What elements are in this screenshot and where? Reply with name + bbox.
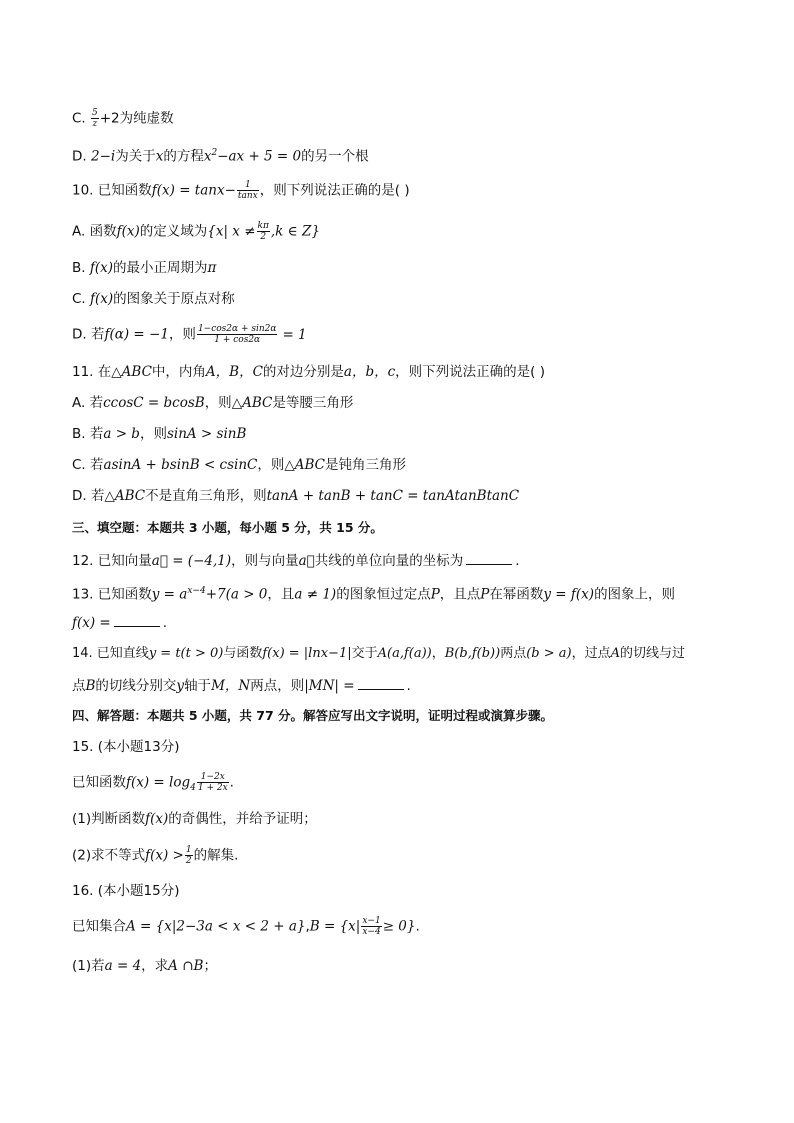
math-expr: B = {x| (309, 918, 361, 935)
question-15-part-1 (72, 809, 317, 829)
math-expr: A，B，C (205, 364, 263, 380)
math-expr: y = t(t > 0) (148, 646, 224, 661)
question-13 (72, 581, 675, 605)
option-text: D. 若 (72, 326, 105, 343)
fraction (237, 180, 259, 201)
q11-option-d (72, 486, 519, 506)
math-expr: x (155, 148, 164, 165)
math-expr: asinA + bsinB < csinC (103, 457, 258, 473)
math-expr: △ABC (284, 457, 326, 473)
math-expr: a ≠ 1) (294, 586, 337, 603)
question-text: . (415, 918, 420, 935)
question-text: (1)判断函数 (72, 811, 146, 827)
math-expr: A ∩B (168, 958, 204, 974)
option-text: 不是直角三角形，则 (145, 488, 267, 504)
option-text: D. 若 (72, 488, 105, 504)
question-text: 两点，则 (250, 678, 305, 694)
question-text: 的解集. (193, 847, 239, 864)
question-text: 的奇偶性，并给予证明； (168, 811, 317, 827)
fraction-denominator: 1 + cos2α (214, 335, 261, 345)
math-expr: tanA + tanB + tanC = tanAtanBtanC (266, 488, 520, 504)
option-c-pure-imaginary (72, 108, 174, 129)
section-heading-solutions: 四、解答题：本题共 5 小题，共 77 分。解答应写出文字说明，证明过程或演算步骤。 (72, 708, 554, 723)
fraction-denominator: z (92, 119, 98, 129)
fraction-numerator: 1−cos2α + sin2α (197, 324, 277, 334)
question-14-line-2 (72, 675, 411, 696)
math-expr: = 1 (282, 326, 307, 343)
question-13-answer-line (72, 612, 167, 633)
option-text: A. 函数 (72, 223, 117, 240)
question-text: ，则下列说法正确的是( ) (259, 182, 410, 199)
question-text: 14. 已知直线 (72, 646, 149, 661)
math-expr: f(x) > (145, 847, 184, 864)
math-expr: sinA > sinB (166, 426, 247, 442)
q10-option-b (72, 258, 216, 278)
question-text: 已知集合 (72, 918, 126, 935)
option-text: 的定义域为 (139, 223, 208, 240)
fraction-numerator: 1 (237, 180, 259, 191)
math-expr: A = {x|2−3a < x < 2 + a} (126, 918, 306, 935)
math-expr: y = f(x) (543, 586, 595, 603)
question-text: 12. 已知向量 (72, 553, 152, 569)
text: 为关于 (115, 148, 156, 165)
q10-option-a (72, 221, 320, 242)
fraction-numerator: 5 (92, 108, 98, 118)
math-expr: a，b，c (343, 364, 396, 380)
fraction-denominator: 2 (185, 856, 192, 866)
math-expr: △ABC (104, 488, 146, 504)
answer-blank[interactable] (114, 612, 160, 627)
option-text: C. 若 (72, 457, 104, 473)
option-label: C. (72, 291, 91, 307)
option-label: B. (72, 260, 90, 276)
question-text: ，过点 (571, 646, 611, 661)
question-15-part-2 (72, 845, 238, 866)
math-expr: π (207, 260, 217, 276)
question-text: ，则与向量 (231, 553, 299, 569)
option-text: ，则 (139, 426, 167, 442)
math-expr: ,k ∈ Z} (270, 223, 320, 240)
question-text: ，则下列说法正确的是( ) (395, 364, 545, 380)
question-text: 10. 已知函数 (72, 182, 152, 199)
question-text: 的切线与过 (619, 646, 685, 661)
question-text: ； (203, 958, 217, 974)
option-text: 是钝角三角形 (325, 457, 407, 473)
option-label: C. (72, 110, 91, 127)
question-text: ，求 (141, 958, 169, 974)
question-15-header: 15. (本小题13分) (72, 739, 180, 755)
question-text: 的对边分别是 (262, 364, 344, 380)
question-text: 中，内角 (151, 364, 206, 380)
question-text: 与函数 (223, 646, 263, 661)
math-expr: f(x) (89, 260, 114, 276)
question-text: 的图象上，则 (594, 586, 676, 603)
q11-option-c (72, 455, 406, 475)
math-expr: |MN| = (304, 678, 355, 694)
math-expr: A (610, 646, 620, 661)
math-expr: a⃗ = (−4,1) (151, 553, 232, 569)
option-text: A. 若 (72, 395, 104, 411)
math-expr: ≥ 0} (382, 918, 416, 935)
question-15-statement (72, 772, 234, 798)
fraction-numerator: x−1 (362, 916, 381, 926)
math-expr: f(x) = (72, 615, 111, 631)
math-expr: (b > a) (526, 646, 572, 661)
question-text: 轴于 (184, 678, 212, 694)
q11-option-b (72, 424, 246, 444)
question-text: 点 (72, 678, 86, 694)
question-text: 13. 已知函数 (72, 586, 152, 603)
math-expr: a = 4 (104, 958, 142, 974)
q10-option-c (72, 289, 235, 309)
fraction (361, 916, 381, 937)
fraction-denominator: x−4 (362, 927, 381, 937)
question-text: 交于 (351, 646, 378, 661)
math-expr: a⃗ (298, 553, 315, 569)
question-text: . (162, 615, 168, 631)
math-expr: △ABC (231, 395, 273, 411)
math-expr: y = a (151, 586, 188, 603)
math-expr: f(α) = −1 (104, 326, 169, 343)
math-expr: f(x) (145, 811, 169, 827)
question-text: 的图象恒过定点 (336, 586, 431, 603)
fraction (185, 845, 193, 866)
math-expr: P (430, 586, 440, 603)
math-expr: {x| x ≠ (207, 223, 256, 240)
question-text: ， (431, 646, 445, 661)
math-expr: y (176, 678, 185, 694)
option-text: B. 若 (72, 426, 104, 442)
question-text: 的切线分别交 (95, 678, 177, 694)
question-text: . (406, 678, 411, 694)
math-expr: f(x) = tanx− (151, 182, 236, 199)
fraction-denominator: 2 (260, 232, 267, 242)
question-text: . (229, 774, 234, 791)
option-text: 的最小正周期为 (113, 260, 208, 276)
math-expr: −ax + 5 = 0 (217, 148, 302, 165)
math-expr: x (203, 148, 212, 165)
question-16-header: 16. (本小题15分) (72, 883, 180, 899)
math-expr: ccosC = bcosB (103, 395, 205, 411)
fraction (197, 772, 229, 793)
question-text: (1)若 (72, 958, 105, 974)
math-expr: △ABC (111, 364, 152, 380)
q11-option-a (72, 393, 353, 413)
fraction-denominator: tanx (237, 191, 258, 201)
option-text: +2为纯虚数 (99, 110, 174, 127)
section-heading-fill-in: 三、填空题：本题共 3 小题，每小题 5 分，共 15 分。 (72, 520, 383, 535)
superscript: 2 (211, 148, 218, 158)
question-text: ，且点 (439, 586, 481, 603)
math-expr: P (480, 586, 490, 603)
superscript: x−4 (187, 586, 206, 596)
math-expr: B (85, 678, 96, 694)
option-text: ，则 (168, 326, 196, 343)
question-16-part-1 (72, 956, 217, 976)
question-text: 在幂函数 (489, 586, 544, 603)
question-16-statement (72, 916, 420, 937)
fraction-numerator: 1 (185, 845, 192, 855)
question-text: (2)求不等式 (72, 847, 146, 864)
question-12 (72, 550, 520, 571)
option-d-root (72, 143, 369, 167)
math-expr: f(x) (90, 291, 114, 307)
fraction-denominator: 1 + 2x (197, 783, 228, 793)
question-text: 已知函数 (72, 774, 126, 791)
q10-option-d (72, 324, 307, 345)
option-text: ，则 (204, 395, 232, 411)
option-text: ，则 (257, 457, 285, 473)
question-text: 共线的单位向量的坐标为 (314, 553, 464, 569)
math-expr: f(x) = log (126, 774, 191, 791)
option-text: 的图象关于原点对称 (113, 291, 235, 307)
question-text: ，且 (267, 586, 295, 603)
question-14 (72, 644, 685, 664)
answer-blank[interactable] (466, 550, 512, 565)
question-text: 两点 (500, 646, 527, 661)
question-text: 11. 在 (72, 364, 112, 380)
math-expr: A(a,f(a)) (377, 646, 432, 661)
math-expr: a > b (103, 426, 140, 442)
text: 的方程 (163, 148, 204, 165)
math-expr: M，N (211, 678, 251, 694)
option-text: 是等腰三角形 (272, 395, 354, 411)
math-expr: 2−i (90, 148, 116, 165)
question-text: . (515, 553, 520, 569)
question-text: , (305, 918, 310, 935)
math-expr: +7(a > 0 (205, 586, 268, 603)
math-expr: B(b,f(b)) (444, 646, 501, 661)
fraction-numerator: kπ (257, 221, 269, 231)
question-10 (72, 180, 410, 201)
question-11 (72, 362, 545, 382)
fraction (197, 324, 278, 345)
answer-blank[interactable] (358, 675, 404, 690)
fraction (257, 221, 270, 242)
subscript: 4 (190, 783, 196, 794)
option-label: D. (72, 148, 91, 165)
text: 的另一个根 (301, 148, 369, 165)
fraction (91, 108, 99, 129)
math-expr: f(x) = |lnx−1| (262, 646, 352, 661)
math-expr: f(x) (116, 223, 140, 240)
fraction-numerator: 1−2x (197, 772, 229, 783)
